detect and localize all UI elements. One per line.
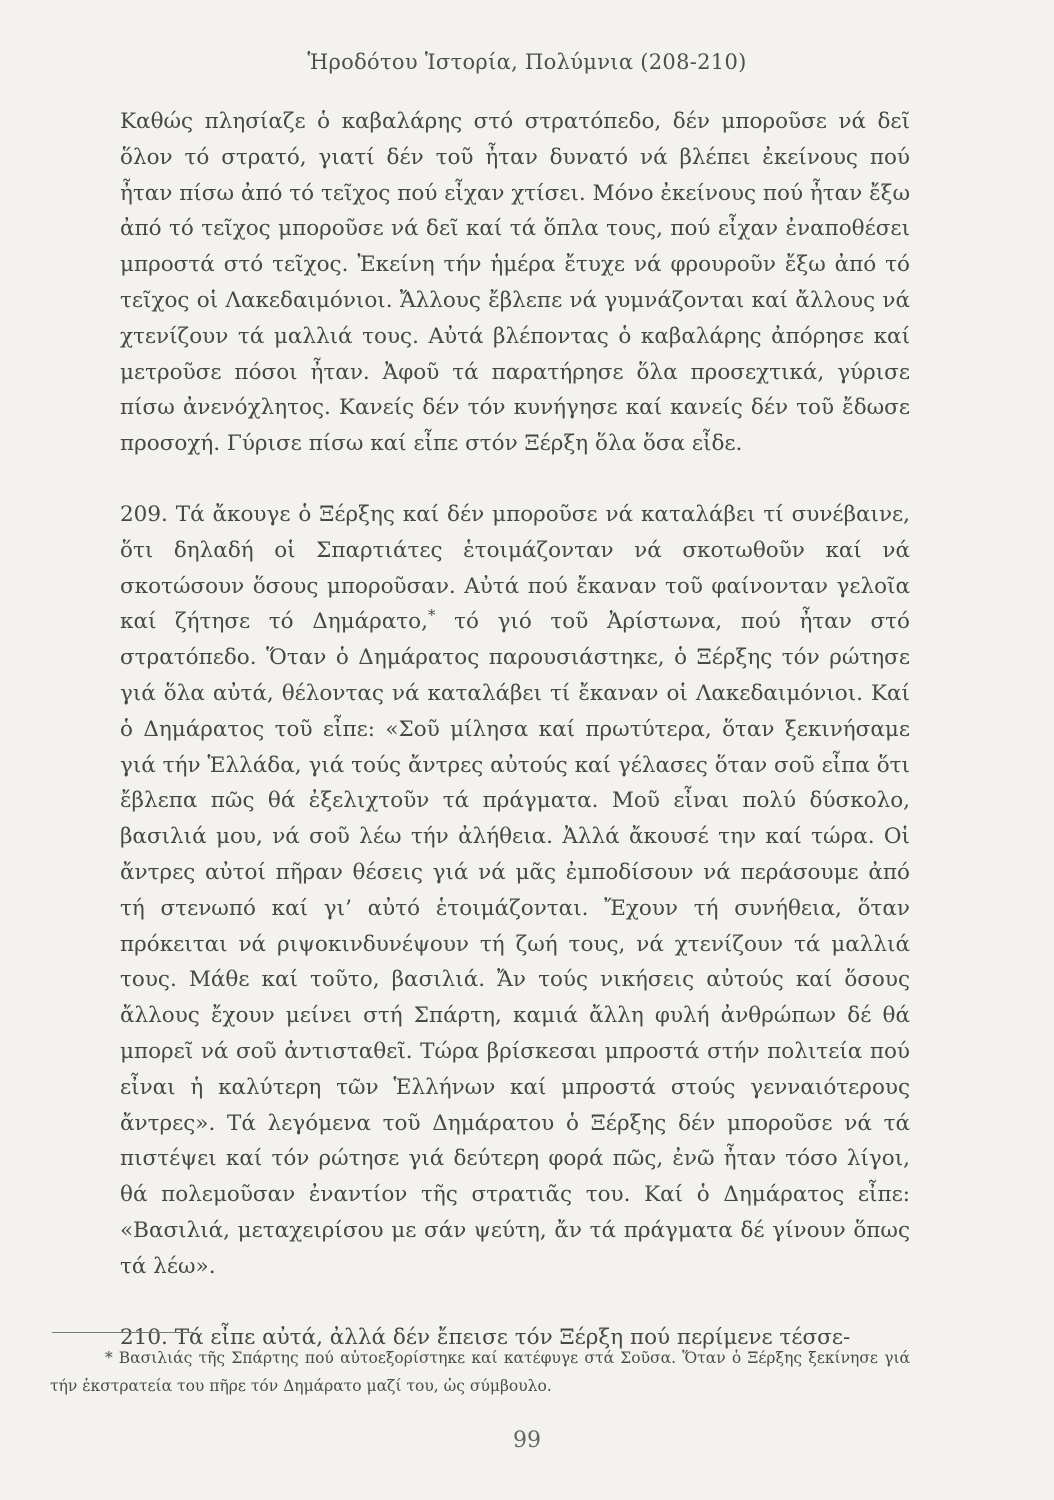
- page-number: 99: [513, 1428, 541, 1453]
- paragraph-209-text-part1: Τά ἄκουγε ὁ Ξέρξης καί δέν μποροῦσε νά καταλάβει τί συνέβαινε, ὅτι δηλαδή οἱ Σπαρτιάτες ἑτοιμάζονταν νά σκοτωθοῦν καί νά σκοτώσουν ὅσους μποροῦσαν. Αὐτά πού ἔκαναν τοῦ φαίνονταν γελοῖα καί ζήτησε τό Δημάρατο,: [120, 501, 910, 635]
- paragraph-208-continuation: Καθώς πλησίαζε ὁ καβαλάρης στό στρατόπεδο, δέν μποροῦσε νά δεῖ ὅλον τό στρατό, γιατί δέν τοῦ ἦταν δυνατό νά βλέπει ἐκείνους πού ἦταν πίσω ἀπό τό τεῖχος πού εἶχαν χτίσει. Μόνο ἐκείνους πού ἦταν ἔξω ἀπό τό τεῖχος μποροῦσε νά δεῖ καί τά ὅπλα τους, πού εἶχαν ἐναποθέσει μπροστά στό τεῖχος. Ἐκείνη τήν ἡμέρα ἔτυχε νά φρουροῦν ἔξω ἀπό τό τεῖχος οἱ Λακεδαιμόνιοι. Ἄλλους ἔβλεπε νά γυμνάζονται καί ἄλλους νά χτενίζουν τά μαλλιά τους. Αὐτά βλέποντας ὁ καβαλάρης ἀπόρησε καί μετροῦσε πόσοι ἦταν. Ἀφοῦ τά παρατήρησε ὅλα προσεχτικά, γύρισε πίσω ἀνενόχλητος. Κανείς δέν τόν κυνήγησε καί κανείς δέν τοῦ ἔδωσε προσοχή. Γύρισε πίσω καί εἶπε στόν Ξέρξη ὅλα ὅσα εἶδε.: [120, 109, 910, 457]
- paragraph-number-210: 210.: [120, 1324, 168, 1350]
- body-text: [120, 104, 910, 1355]
- paragraph-number-209: 209.: [120, 501, 168, 527]
- footnote-divider: [52, 1332, 194, 1333]
- paragraph-209: [120, 497, 910, 1285]
- paragraph-210-text: Τά εἶπε αὐτά, ἀλλά δέν ἔπεισε τόν Ξέρξη πού περίμενε τέσσε-: [174, 1324, 851, 1350]
- footnote-marker: *: [105, 1349, 113, 1367]
- footnote-text: Βασιλιάς τῆς Σπάρτης πού αὐτοεξορίστηκε καί κατέφυγε στά Σοῦσα. Ὅταν ὁ Ξέρξης ξεκίνησε γιά τήν ἐκστρατεία του πῆρε τόν Δημάρατο μαζί του, ὡς σύμβουλο.: [50, 1349, 910, 1395]
- footnote-reference: *: [427, 606, 436, 625]
- running-header: Ἡροδότου Ἱστορία, Πολύμνια (208-210): [307, 50, 747, 74]
- footnote: [50, 1344, 910, 1400]
- paragraph-209-text-part2: τό γιό τοῦ Ἀρίστωνα, πού ἦταν στό στρατόπεδο. Ὅταν ὁ Δημάρατος παρουσιάστηκε, ὁ Ξέρξης τόν ρώτησε γιά ὅλα αὐτά, θέλοντας νά καταλάβει τί ἔκαναν οἱ Λακεδαιμόνιοι. Καί ὁ Δημάρατος τοῦ εἶπε: «Σοῦ μίλησα καί πρωτύτερα, ὅταν ξεκινήσαμε γιά τήν Ἑλλάδα, γιά τούς ἄντρες αὐτούς καί γέλασες ὅταν σοῦ εἶπα ὅτι ἔβλεπα πῶς θά ἐξελιχτοῦν τά πράγματα. Μοῦ εἶναι πολύ δύσκολο, βασιλιά μου, νά σοῦ λέω τήν ἀλήθεια. Ἀλλά ἄκουσέ την καί τώρα. Οἱ ἄντρες αὐτοί πῆραν θέσεις γιά νά μᾶς ἐμποδίσουν νά περάσουμε ἀπό τή στενωπό καί γι’ αὐτό ἑτοιμάζονται. Ἔχουν τή συνήθεια, ὅταν πρόκειται νά ριψοκινδυνέψουν τή ζωή τους, νά χτενίζουν τά μαλλιά τους. Μάθε καί τοῦτο, βασιλιά. Ἄν τούς νικήσεις αὐτούς καί ὅσους ἄλλους ἔχουν μείνει στή Σπάρτη, καμιά ἄλλη φυλή ἀνθρώπων δέ θά μπορεῖ νά σοῦ ἀντισταθεῖ. Τώρα βρίσκεσαι μπροστά στήν πολιτεία πού εἶναι ἡ καλύτερη τῶν Ἑλλήνων καί μπροστά στούς γενναιότερους ἄντρες». Τά λεγόμενα τοῦ Δημάρατου ὁ Ξέρξης δέν μποροῦσε νά τά πιστέψει καί τόν ρώτησε γιά δεύτερη φορά πῶς, ἐνῶ ἦταν τόσο λίγοι, θά πολεμοῦσαν ἐναντίον τῆς στρατιᾶς του. Καί ὁ Δημάρατος εἶπε: «Βασιλιά, μεταχειρίσου με σάν ψεύτη, ἄν τά πράγματα δέ γίνουν ὅπως τά λέω».: [120, 609, 910, 1279]
